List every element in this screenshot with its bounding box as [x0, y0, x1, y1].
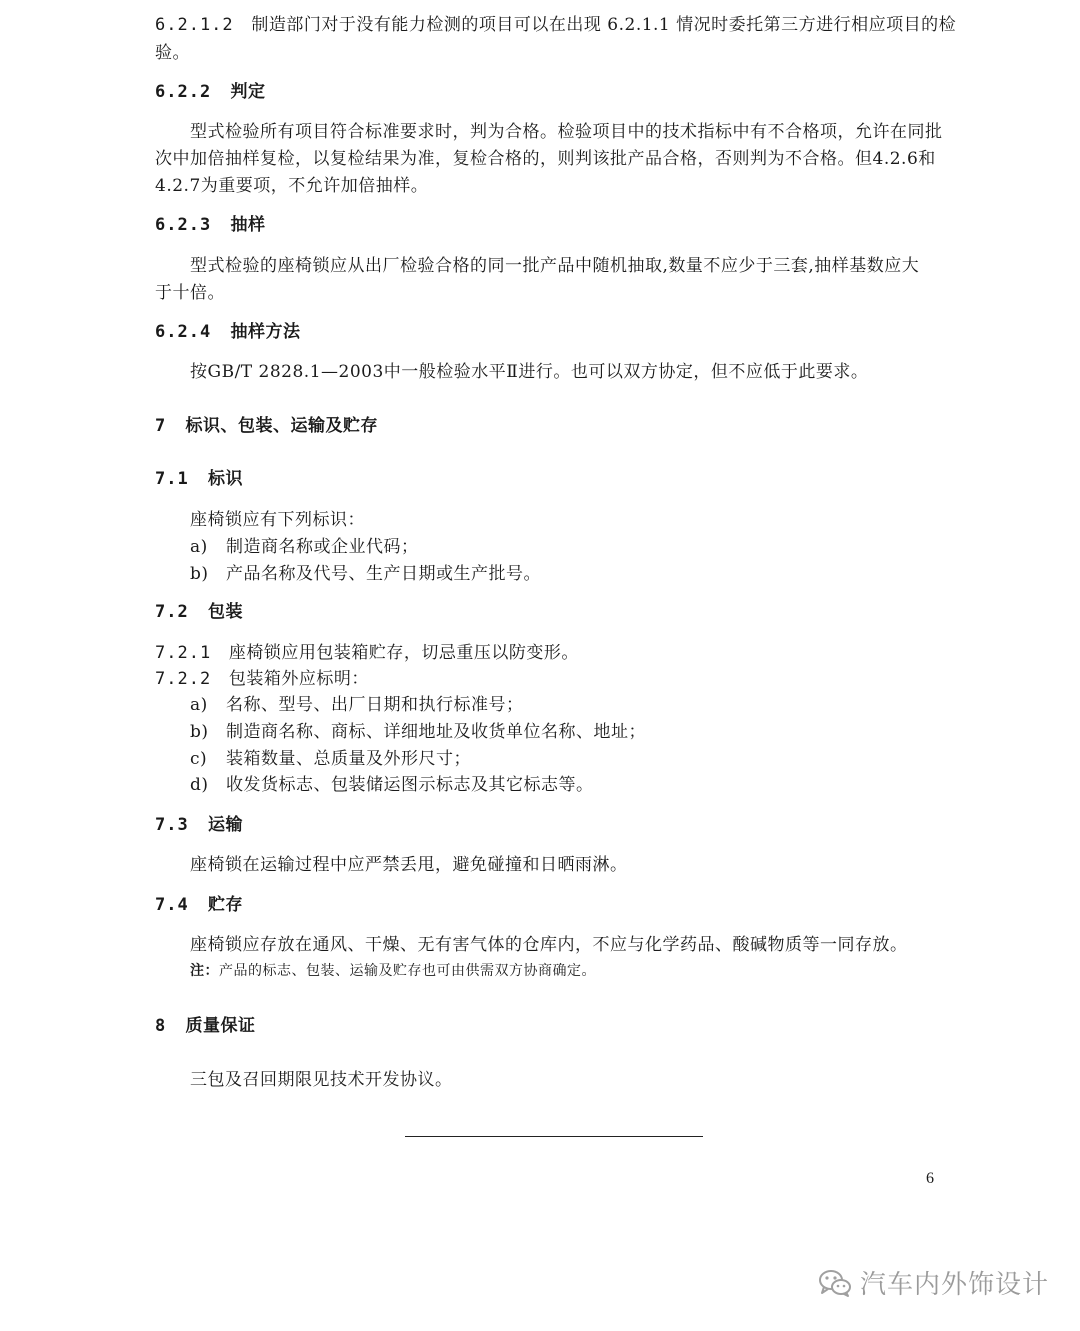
section-7-2-2-text: 包装箱外应标明：	[228, 669, 369, 689]
section-7-2-2-line	[155, 666, 369, 692]
list-item-text: 收发货标志、包装储运图示标志及其它标志等。	[226, 775, 594, 795]
list-marker: b)	[190, 564, 209, 584]
section-7-1-intro: 座椅锁应有下列标识：	[190, 510, 365, 530]
section-6-2-3-para-line-1: 型式检验的座椅锁应从出厂检验合格的同一批产品中随机抽取,数量不应少于三套,抽样基数应大	[190, 256, 920, 276]
section-7-3-text: 座椅锁在运输过程中应严禁丢甩，避免碰撞和日晒雨淋。	[190, 855, 628, 875]
note-text: 产品的标志、包装、运输及贮存也可由供需双方协商确定。	[219, 963, 596, 979]
section-7-3-heading	[155, 812, 243, 838]
watermark	[818, 1264, 1049, 1301]
section-7-2-2-number: 7.2.2	[155, 669, 212, 689]
list-item	[190, 746, 471, 772]
section-6-2-1-2-line-2: 验。	[155, 43, 190, 63]
section-7-4-number: 7.4	[155, 895, 189, 915]
section-7-2-1-line	[155, 640, 579, 666]
section-7-2-1-number: 7.2.1	[155, 643, 212, 663]
section-6-2-3-para-line-2: 于十倍。	[155, 283, 225, 303]
section-6-2-2-para-line-3: 4.2.7为重要项，不允许加倍抽样。	[155, 176, 429, 196]
list-marker: d)	[190, 775, 209, 795]
list-item-text: 产品名称及代号、生产日期或生产批号。	[226, 564, 541, 584]
section-6-2-4-heading	[155, 319, 300, 345]
section-7-heading	[155, 413, 378, 439]
section-7-3-number: 7.3	[155, 815, 189, 835]
section-6-2-3-heading	[155, 212, 265, 238]
section-7-4-heading	[155, 892, 243, 918]
section-6-2-4-number: 6.2.4	[155, 322, 212, 342]
list-marker: a)	[190, 695, 208, 715]
end-of-document-rule	[405, 1136, 703, 1137]
section-6-2-1-2-line-1	[155, 12, 956, 38]
note-label: 注：	[190, 963, 219, 979]
section-7-1-title: 标识	[207, 469, 243, 489]
list-item	[190, 561, 541, 587]
section-6-2-2-para-line-2: 次中加倍抽样复检，以复检结果为准，复检合格的，则判该批产品合格，否则判为不合格。但4.2.6和	[155, 149, 936, 169]
list-marker: c)	[190, 749, 208, 769]
section-7-1-heading	[155, 466, 243, 492]
section-7-2-number: 7.2	[155, 602, 189, 622]
list-marker: b)	[190, 722, 209, 742]
list-item-text: 装箱数量、总质量及外形尺寸；	[226, 749, 471, 769]
section-7-1-number: 7.1	[155, 469, 189, 489]
section-6-2-1-2-text: 制造部门对于没有能力检测的项目可以在出现 6.2.1.1 情况时委托第三方进行相应项目的检	[251, 15, 957, 35]
section-7-4-note	[190, 960, 596, 982]
list-item-text: 制造商名称、商标、详细地址及收货单位名称、地址；	[226, 722, 646, 742]
wechat-icon	[818, 1268, 852, 1298]
section-8-number: 8	[155, 1016, 167, 1036]
section-6-2-2-para-line-1: 型式检验所有项目符合标准要求时，判为合格。检验项目中的技术指标中有不合格项，允许在同批	[190, 122, 943, 142]
section-8-text: 三包及召回期限见技术开发协议。	[190, 1070, 453, 1090]
list-item	[190, 534, 419, 560]
section-7-4-text: 座椅锁应存放在通风、干燥、无有害气体的仓库内，不应与化学药品、酸碱物质等一同存放。	[190, 935, 908, 955]
section-7-number: 7	[155, 416, 167, 436]
section-7-title: 标识、包装、运输及贮存	[185, 416, 379, 436]
list-item	[190, 772, 594, 798]
list-item	[190, 692, 524, 718]
section-6-2-4-title: 抽样方法	[230, 322, 301, 342]
section-6-2-3-title: 抽样	[230, 215, 266, 235]
watermark-text: 汽车内外饰设计	[860, 1270, 1050, 1300]
list-marker: a)	[190, 537, 208, 557]
section-6-2-2-number: 6.2.2	[155, 82, 212, 102]
section-8-title: 质量保证	[185, 1016, 256, 1036]
list-item	[190, 719, 646, 745]
section-6-2-2-title: 判定	[230, 82, 266, 102]
section-6-2-4-para: 按GB/T 2828.1—2003中一般检验水平Ⅱ进行。也可以双方协定，但不应低于此要求。	[190, 362, 869, 382]
section-6-2-2-heading	[155, 79, 265, 105]
list-item-text: 名称、型号、出厂日期和执行标准号；	[226, 695, 524, 715]
section-6-2-1-2-number: 6.2.1.2	[155, 15, 234, 35]
section-7-3-title: 运输	[207, 815, 243, 835]
section-7-2-title: 包装	[207, 602, 243, 622]
section-6-2-3-number: 6.2.3	[155, 215, 212, 235]
list-item-text: 制造商名称或企业代码；	[226, 537, 419, 557]
page-number: 6	[926, 1170, 934, 1187]
section-7-2-1-text: 座椅锁应用包装箱贮存，切忌重压以防变形。	[228, 643, 579, 663]
section-8-heading	[155, 1013, 256, 1039]
section-7-2-heading	[155, 599, 243, 625]
section-7-4-title: 贮存	[207, 895, 243, 915]
